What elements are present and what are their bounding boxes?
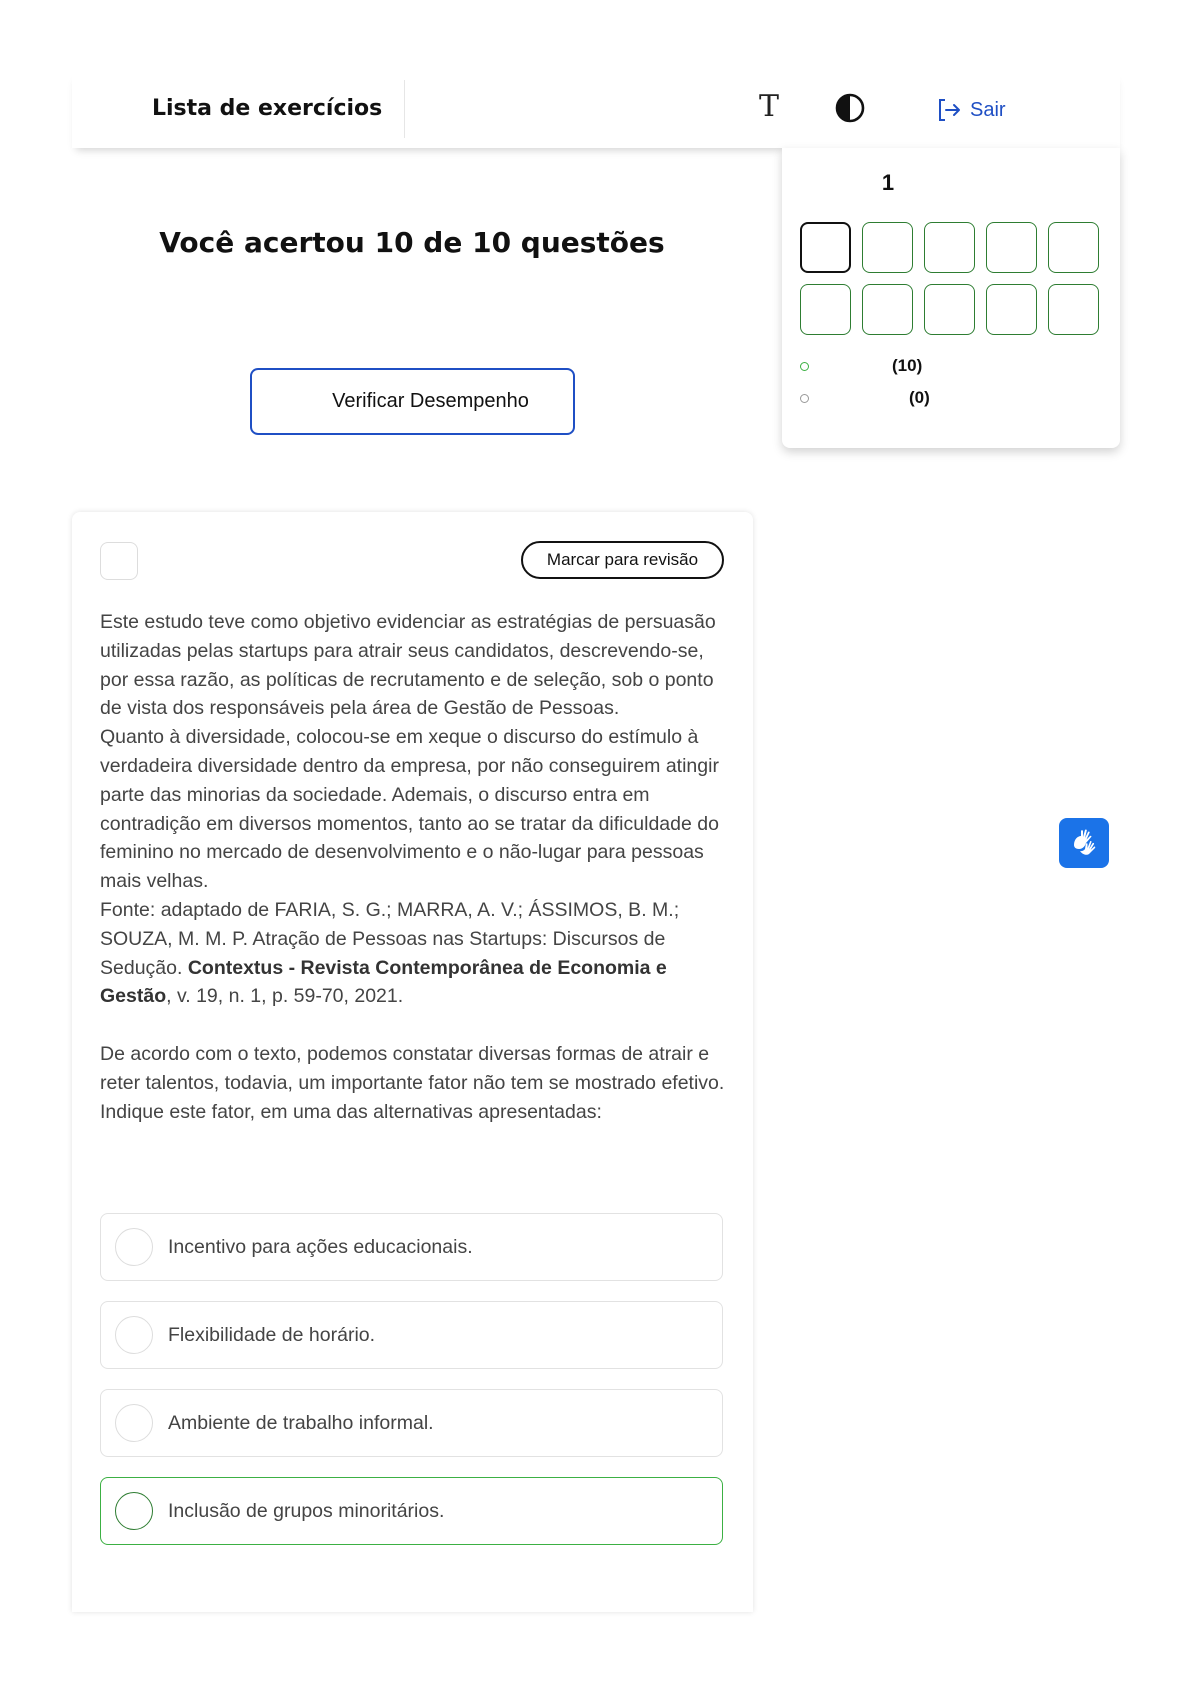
question-text [100, 608, 730, 1126]
sign-language-button[interactable] [1059, 818, 1109, 868]
question-box-10[interactable] [1048, 284, 1099, 335]
legend-correct-dot [800, 362, 809, 371]
question-box-1[interactable] [800, 222, 851, 273]
option-label: Inclusão de grupos minoritários. [168, 1499, 445, 1522]
option-label: Incentivo para ações educacionais. [168, 1235, 473, 1258]
question-box-8[interactable] [924, 284, 975, 335]
question-box-6[interactable] [800, 284, 851, 335]
radio-button[interactable] [115, 1316, 153, 1354]
verify-performance-button[interactable]: Verificar Desempenho [250, 368, 575, 435]
mark-for-review-button[interactable]: Marcar para revisão [521, 541, 724, 579]
font-size-icon[interactable]: T [758, 89, 779, 124]
question-paragraph-2: Quanto à diversidade, colocou-se em xeque o discurso do estímulo à verdadeira diversidade dentro da empresa, por não conseguirem atingir parte das minorias da sociedade. Ademais, o discurso entra em contradição em diversos momentos, tanto ao se tratar da dificuldade do feminino no mercado de desenvolvimento e o não-lugar para pessoas mais velhas. [100, 726, 719, 893]
sign-language-icon [1068, 827, 1100, 859]
question-source [100, 896, 730, 1011]
header-divider [404, 80, 405, 138]
question-box-7[interactable] [862, 284, 913, 335]
answer-option-1[interactable] [100, 1213, 723, 1281]
radio-button[interactable] [115, 1404, 153, 1442]
legend-wrong [800, 388, 930, 408]
source-prefix: Fonte: adaptado de FARIA, S. G.; MARRA, A. V.; ÁSSIMOS, B. M.; SOUZA, M. M. P. Atração de Pessoas nas Startups: Discursos de Sedução. [100, 898, 680, 979]
answer-option-3[interactable] [100, 1389, 723, 1457]
question-card [72, 512, 753, 1612]
question-checkbox[interactable] [100, 542, 138, 580]
question-box-4[interactable] [986, 222, 1037, 273]
result-title: Você acertou 10 de 10 questões [159, 226, 665, 259]
option-label: Ambiente de trabalho informal. [168, 1411, 434, 1434]
top-header [72, 72, 1120, 148]
page-title: Lista de exercícios [152, 96, 383, 121]
question-navigator [782, 148, 1120, 448]
question-grid [800, 222, 1099, 335]
answer-option-2[interactable] [100, 1301, 723, 1369]
current-question-number: 1 [881, 170, 895, 195]
legend-correct [800, 356, 922, 376]
legend-correct-count: (10) [892, 356, 923, 375]
contrast-icon[interactable] [834, 92, 866, 124]
radio-button[interactable] [115, 1492, 153, 1530]
question-box-2[interactable] [862, 222, 913, 273]
question-box-3[interactable] [924, 222, 975, 273]
question-box-9[interactable] [986, 284, 1037, 335]
answer-option-4[interactable] [100, 1477, 723, 1545]
legend-wrong-dot [800, 394, 809, 403]
radio-button[interactable] [115, 1228, 153, 1266]
logout-icon [936, 97, 962, 123]
legend-wrong-count: (0) [909, 388, 930, 407]
logout-label: Sair [970, 98, 1006, 121]
question-paragraph-1: Este estudo teve como objetivo evidenciar as estratégias de persuasão utilizadas pelas startups para atrair seus candidatos, descrevendo-se, por essa razão, as políticas de recrutamento e de seleção, sob o ponto de vista dos responsáveis pela área de Gestão de Pessoas. [100, 611, 716, 720]
option-label: Flexibilidade de horário. [168, 1323, 376, 1346]
question-prompt: De acordo com o texto, podemos constatar diversas formas de atrair e reter talentos, todavia, um importante fator não tem se mostrado efetivo. Indique este fator, em uma das alternativas apresentadas: [100, 1042, 725, 1123]
question-box-5[interactable] [1048, 222, 1099, 273]
source-journal: Contextus - Revista Contemporânea de Economia e Gestão [100, 956, 667, 1008]
logout-button[interactable] [936, 96, 1006, 124]
source-suffix: , v. 19, n. 1, p. 59-70, 2021. [166, 985, 404, 1008]
